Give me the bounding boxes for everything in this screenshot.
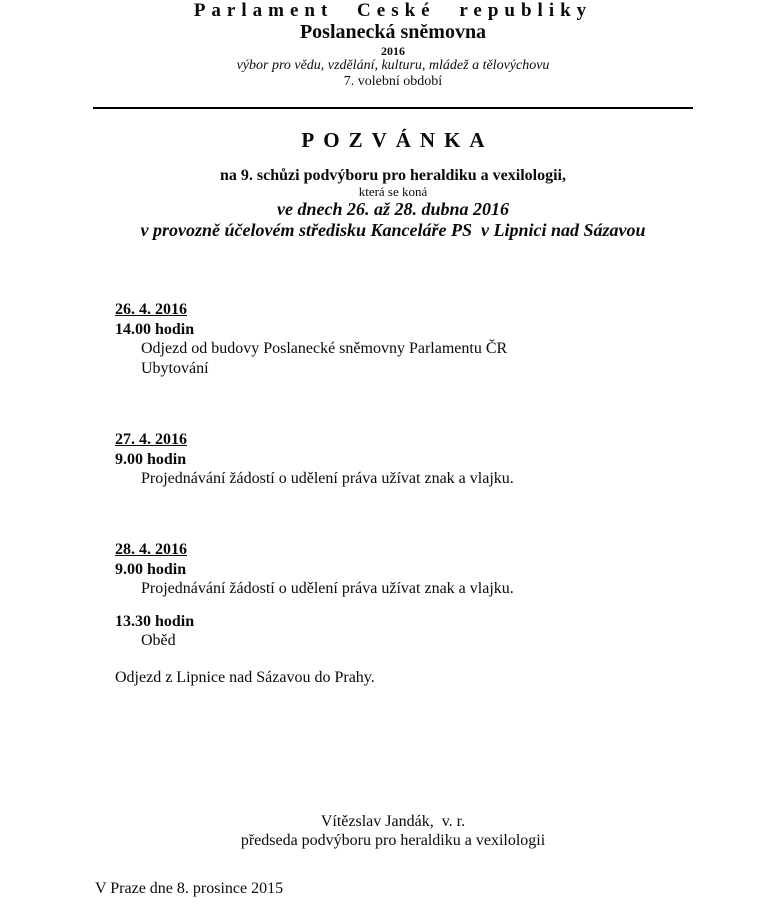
schedule-item: Odjezd od budovy Poslanecké sněmovny Parlamentu ČR — [141, 340, 508, 357]
document-header — [93, 0, 693, 109]
schedule-date: 28. 4. 2016 — [115, 541, 187, 558]
schedule-date: 27. 4. 2016 — [115, 431, 187, 448]
schedule-time: 9.00 hodin — [115, 451, 187, 468]
signature-name: Vítězslav Jandák, v. r. — [320, 813, 466, 830]
invitation-venue: v provozně účelovém středisku Kanceláře PS v Lipnici nad Sázavou — [140, 220, 646, 240]
closing-line: Odjezd z Lipnice nad Sázavou do Prahy. — [115, 669, 375, 686]
invitation-subject: na 9. schůzi podvýboru pro heraldiku a vexilologii, — [220, 167, 566, 184]
signature-role: předseda podvýboru pro heraldiku a vexilologii — [240, 832, 546, 849]
schedule-item: Oběd — [141, 632, 176, 649]
committee-line: výbor pro vědu, vzdělání, kulturu, mládež a tělovýchovu — [236, 58, 550, 73]
schedule-time: 14.00 hodin — [115, 321, 195, 338]
schedule-day — [115, 430, 693, 489]
schedule-item: Ubytování — [141, 360, 209, 377]
schedule-item: Projednávání žádostí o udělení práva užívat znak a vlajku. — [141, 470, 514, 487]
invitation-dates: ve dnech 26. až 28. dubna 2016 — [276, 199, 509, 219]
document-content — [93, 0, 693, 850]
term-line: 7. volební období — [343, 74, 443, 89]
invitation-block — [93, 167, 693, 241]
document-title: POZVÁNKA — [301, 128, 494, 152]
invitation-connector: která se koná — [358, 184, 428, 199]
schedule-time: 9.00 hodin — [115, 561, 187, 578]
schedule-time: 13.30 hodin — [115, 613, 195, 630]
header-year: 2016 — [381, 44, 405, 58]
chamber-title: Poslanecká sněmovna — [299, 21, 487, 43]
schedule-day — [115, 540, 693, 651]
schedule-day — [115, 300, 693, 379]
parliament-title: Parlament Ceské republiky — [193, 0, 593, 21]
signature-block — [93, 812, 693, 850]
place-date-line: V Praze dne 8. prosince 2015 — [95, 880, 284, 897]
schedule — [93, 300, 693, 688]
schedule-date: 26. 4. 2016 — [115, 301, 187, 318]
schedule-item: Projednávání žádostí o udělení práva užívat znak a vlajku. — [141, 580, 514, 597]
schedule-block — [115, 612, 693, 651]
header-divider — [93, 107, 693, 109]
